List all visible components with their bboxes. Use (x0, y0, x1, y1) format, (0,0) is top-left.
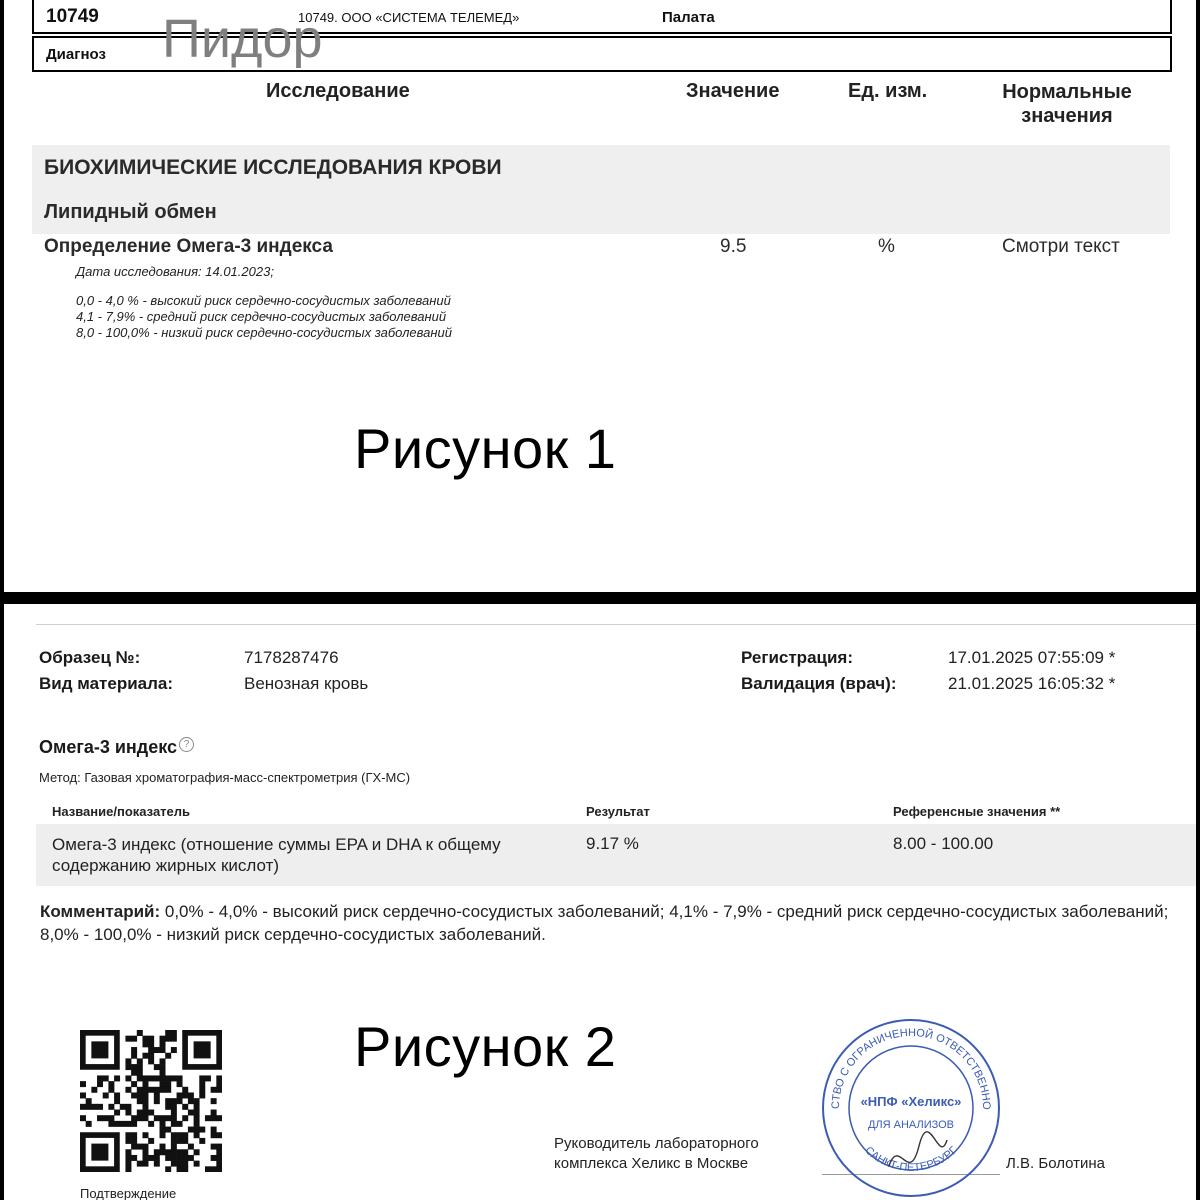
qr-code (80, 1030, 222, 1172)
registration-label: Регистрация: (741, 648, 854, 667)
validation-value: 21.01.2025 16:05:32 * (948, 674, 1116, 693)
company-stamp (819, 1016, 1003, 1200)
risk-line-low: 8,0 - 100,0% - низкий риск сердечно-сосудистых заболеваний (76, 325, 452, 340)
method-text: Метод: Газовая хроматография-масс-спектрометрия (ГХ-МС) (39, 770, 411, 785)
result-value: 9.17 % (586, 834, 639, 853)
material-label: Вид материала: (39, 674, 174, 693)
figure-2-caption: Рисунок 2 (354, 1015, 617, 1078)
material-value: Венозная кровь (244, 674, 369, 693)
test-title-text: Омега-3 индекс (39, 737, 177, 757)
organization-name: 10749. ООО «СИСТЕМА ТЕЛЕМЕД» (298, 10, 520, 25)
signer-title (554, 1134, 759, 1174)
test-unit: % (878, 236, 895, 257)
study-date: Дата исследования: 14.01.2023; (76, 264, 274, 279)
comment-block (40, 900, 1170, 946)
validation-label: Валидация (врач): (741, 674, 897, 693)
subsection-title: Липидный обмен (44, 201, 217, 223)
test-value: 9.5 (720, 236, 747, 257)
test-normal: Смотри текст (1002, 236, 1120, 257)
risk-line-medium: 4,1 - 7,9% - средний риск сердечно-сосудистых заболеваний (76, 309, 447, 324)
risk-line-high: 0,0 - 4,0 % - высокий риск сердечно-сосудистых заболеваний (76, 293, 451, 308)
section-title: БИОХИМИЧЕСКИЕ ИССЛЕДОВАНИЯ КРОВИ (44, 156, 502, 179)
signer-title-line1: Руководитель лабораторного (554, 1135, 759, 1152)
registration-value: 17.01.2025 07:55:09 * (948, 648, 1116, 667)
figure-1-panel (4, 0, 1196, 592)
table-header-reference: Референсные значения ** (893, 804, 1061, 819)
column-header-unit: Ед. изм. (848, 80, 928, 102)
table-header-name: Название/показатель (52, 804, 191, 819)
stamp-inner-text: ДЛЯ АНАЛИЗОВ (867, 1119, 955, 1131)
sample-label: Образец №: (39, 648, 141, 667)
qr-caption: Подтверждение (80, 1186, 177, 1200)
table-header-result: Результат (586, 804, 650, 819)
result-name: Омега-3 индекс (отношение суммы EPA и DHA к общему содержанию жирных кислот) (52, 835, 501, 875)
ward-label: Палата (662, 9, 715, 26)
test-name: Определение Омега-3 индекса (44, 236, 333, 257)
sample-value: 7178287476 (244, 648, 339, 667)
overlay-text: Пидор (162, 9, 323, 69)
column-header-value: Значение (686, 80, 780, 102)
stamp-center-text: «НПФ «Хеликс» (860, 1094, 962, 1109)
column-header-normal (964, 80, 1170, 128)
stamp-outer-text: СТВО С ОГРАНИЧЕННОЙ ОТВЕТСТВЕННО (829, 1026, 993, 1110)
test-title (39, 737, 194, 758)
column-header-normal-line2: значения (1021, 105, 1113, 127)
comment-label: Комментарий: (40, 902, 161, 921)
result-reference: 8.00 - 100.00 (893, 834, 994, 853)
stamp-bottom-text: САНКТ-ПЕТЕРБУРГ (862, 1144, 960, 1174)
signer-name: Л.В. Болотина (1006, 1155, 1106, 1172)
top-rule (36, 624, 1196, 625)
comment-text: 0,0% - 4,0% - высокий риск сердечно-сосудистых заболеваний; 4,1% - 7,9% - средний риск сердечно-сосудистых заболеваний; 8,0% - 100,0% - низкий риск сердечно-сосудистых заболеваний. (40, 902, 1169, 944)
diagnosis-label: Диагноз (46, 46, 106, 63)
record-id: 10749 (46, 6, 99, 27)
stamp-svg (819, 1016, 1003, 1200)
column-header-normal-line1: Нормальные (1002, 81, 1132, 103)
figure-2-panel (4, 604, 1196, 1200)
figure-1-caption: Рисунок 1 (354, 417, 617, 480)
column-header-test: Исследование (266, 80, 410, 102)
signer-title-line2: комплекса Хеликс в Москве (554, 1155, 749, 1172)
info-icon[interactable]: ? (179, 737, 194, 752)
